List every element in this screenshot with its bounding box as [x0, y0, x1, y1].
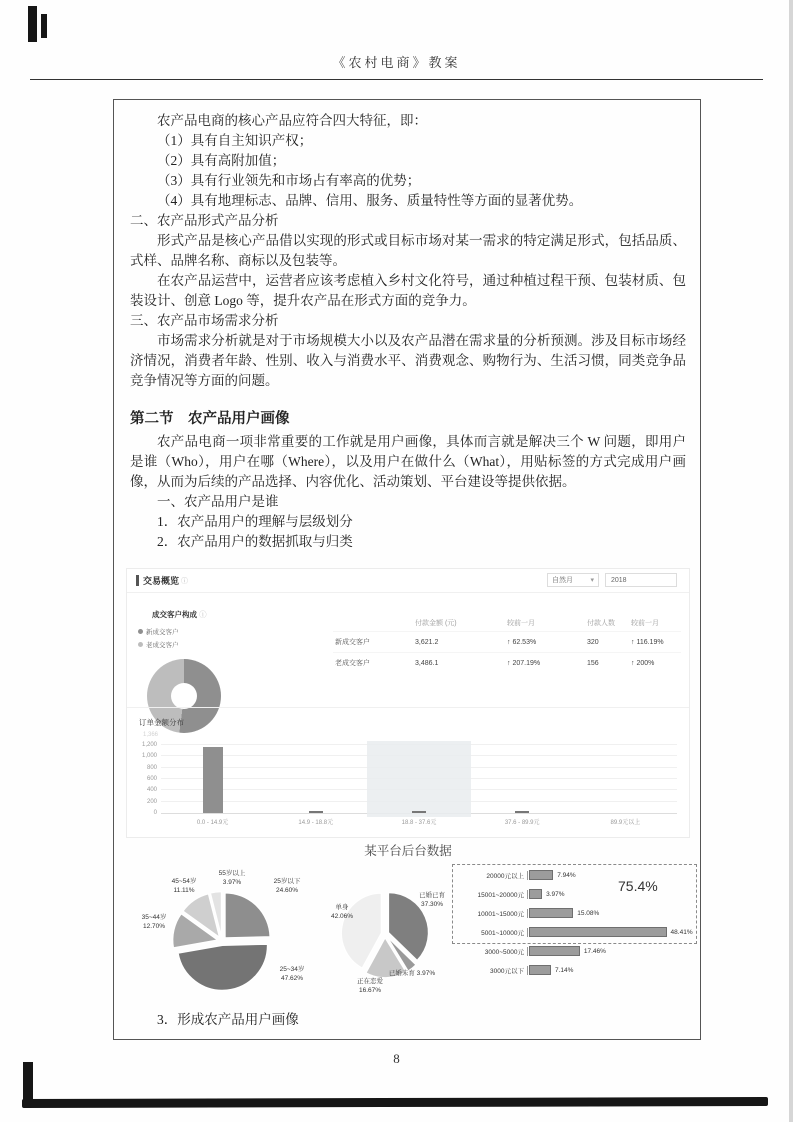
hbar-row [452, 906, 599, 920]
paragraph: 农产品电商一项非常重要的工作就是用户画像，具体而言就是解决三个 W 问题，即用户是谁（Who），用户在哪（Where），以及用户在做什么（What），用贴标签的方式完成用户画像，从而为后续的产品选择、内容优化、活动策划、平台建设等提供依据。 [130, 434, 686, 489]
category-label: 15001~20000元 [452, 890, 528, 899]
sub-heading: 一、农产品用户是谁 [157, 494, 279, 509]
y-tick-label: 0 [153, 810, 157, 816]
y-tick-label: 1,000 [141, 753, 157, 760]
column-header: 付款人数 [587, 620, 615, 627]
value-label: 3.97% [546, 890, 565, 898]
pie-slice-label: 正在恋爱 16.67% [357, 978, 383, 994]
pie-slice-label: 已婚已育 37.30% [419, 892, 445, 908]
paragraph: 农产品电商的核心产品应符合四大特征，即： [157, 113, 427, 128]
help-icon: ⓘ [181, 578, 188, 585]
figure-caption: 某平台后台数据 [364, 844, 452, 858]
value-label: 7.94% [557, 871, 576, 879]
value-label: 48.41% [670, 928, 693, 936]
doc-header-title: 《农村电商》教案 [332, 55, 461, 70]
list-item: 3．形成农产品用户画像 [157, 1012, 299, 1027]
column-header: 较前一月 [631, 620, 659, 627]
scan-artifact [41, 14, 47, 38]
chapter-section-title: 第二节 农产品用户画像 [130, 411, 290, 427]
column-header: 较前一月 [507, 620, 535, 627]
hbar-row [452, 925, 693, 939]
y-tick-label: 600 [146, 776, 157, 782]
section-heading: 三、农产品市场需求分析 [130, 313, 279, 328]
hover-highlight-band [367, 741, 470, 817]
feature-item: （4）具有地理标志、品牌、信用、服务、质量特性等方面的显著优势。 [157, 193, 583, 208]
category-label: 5001~10000元 [452, 928, 528, 937]
list-item: 2．农产品用户的数据抓取与归类 [157, 534, 353, 549]
feature-item: （1）具有自主知识产权； [157, 133, 313, 148]
scan-edge [789, 0, 793, 1122]
scan-artifact [28, 6, 37, 42]
bar [529, 927, 667, 937]
hbar-row [452, 963, 573, 977]
feature-item: （3）具有行业领先和市场占有率高的优势； [157, 173, 421, 188]
table-row: 新成交客户 3,621.2 ↑ 62.53% 320 ↑ 116.19% [333, 632, 681, 653]
legend-item-old: 老成交客户 [138, 640, 179, 649]
bar [309, 811, 323, 813]
title-accent-bar [136, 575, 139, 586]
dashboard-topbar [127, 569, 689, 593]
bar [529, 965, 551, 975]
year-field: 2018 [605, 573, 677, 587]
y-tick-label: 200 [146, 798, 157, 805]
dashboard-title: 交易概览 [143, 576, 180, 586]
section-heading: 二、农产品形式产品分析 [130, 213, 279, 228]
bar [412, 811, 426, 813]
x-tick-label: 14.9 - 18.8元 [298, 820, 334, 826]
scan-artifact [22, 1097, 768, 1108]
bar [529, 946, 580, 956]
section-divider [127, 707, 689, 708]
bar [529, 908, 573, 918]
list-item: 1．农产品用户的理解与层级划分 [157, 514, 353, 529]
annotation: 75.4% [618, 878, 658, 894]
paragraph: 形式产品是核心产品借以实现的形式或目标市场对某一需求的特定满足形式，包括品质、式样、品牌名称、商标以及包装等。 [130, 233, 686, 268]
period-select-value: 自然月 [552, 577, 573, 584]
table-header-row [333, 615, 681, 632]
bar [203, 747, 223, 813]
donut-hole [171, 683, 197, 709]
y-tick-label: 800 [146, 764, 157, 771]
pie-slice-label: 25岁以下 24.60% [273, 878, 301, 894]
legend-item-new: 新成交客户 [138, 627, 179, 636]
feature-item: （2）具有高附加值； [157, 153, 286, 168]
column-header [333, 615, 413, 632]
page-number: 8 [393, 1051, 400, 1066]
pie-slice-label: 25~34岁 47.62% [279, 966, 305, 982]
period-select [547, 573, 599, 587]
order-chart-title: 订单金额分布 [139, 718, 184, 727]
user-profile-charts [130, 862, 693, 1010]
transaction-table [333, 615, 681, 673]
hbar-row [452, 887, 565, 901]
caret-down-icon: ▾ [590, 577, 594, 584]
category-label: 3000~5000元 [452, 947, 528, 956]
bar [529, 870, 553, 880]
paragraph: 在农产品运营中，运营者应该考虑植入乡村文化符号，通过种植过程干预、包装材质、包装设计、创意 Logo 等，提升农产品在形式方面的竞争力。 [130, 273, 686, 308]
dashboard-screenshot [126, 568, 690, 838]
value-label: 17.46% [583, 947, 606, 955]
y-tick-label: 400 [146, 787, 157, 794]
pie-slice-label: 35~44岁 12.70% [141, 914, 167, 930]
y-tick-label: 1,200 [141, 742, 157, 748]
pie-chart [170, 889, 274, 993]
info-icon: ⓘ [199, 610, 207, 619]
x-tick-label: 37.6 - 89.9元 [504, 820, 540, 826]
scan-artifact [23, 1062, 33, 1104]
bar [529, 889, 542, 899]
value-label: 7.14% [554, 966, 574, 974]
paragraph: 市场需求分析就是对于市场规模大小以及农产品潜在需求量的分析预测。涉及目标市场经济情况，消费者年龄、性别、收入与消费水平、消费观念、购物行为、生活习惯，同类竞争品竞争情况等方面的问题。 [130, 333, 686, 388]
pie-slice [178, 944, 267, 990]
pie-slice-label: 55岁以上 3.97% [218, 870, 246, 886]
column-header: 付款金额 (元) [415, 620, 457, 627]
x-tick-label: 89.9元以上 [610, 820, 641, 826]
category-label: 20000元以上 [452, 871, 528, 880]
legend-dot [138, 629, 143, 634]
hbar-row [452, 868, 576, 882]
pie-slice-label: 45~54岁 11.11% [171, 878, 197, 894]
donut-chart-title: 成交客户构成 ⓘ [152, 610, 207, 619]
content-box [113, 99, 701, 1040]
hbar-row [452, 944, 606, 958]
table-row: 老成交客户 3,486.1 ↑ 207.19% 156 ↑ 200% [333, 653, 681, 674]
category-label: 3000元以下 [452, 966, 528, 975]
header-rule [30, 79, 763, 80]
pie-slice-label: 已婚未育 3.97% [388, 970, 436, 977]
bar [515, 811, 529, 813]
legend-dot [138, 642, 143, 647]
income-bar-chart [452, 864, 700, 992]
order-chart-faint-label: 1,366 [143, 732, 159, 738]
pie-slice [225, 893, 270, 938]
x-tick-label: 0.0 - 14.9元 [196, 820, 229, 826]
x-tick-label: 18.8 - 37.6元 [401, 820, 437, 826]
category-label: 10001~15000元 [452, 909, 528, 918]
value-label: 15.08% [577, 909, 600, 917]
order-amount-bar-chart [161, 745, 677, 814]
pie-slice-label: 单身 42.06% [330, 904, 354, 920]
